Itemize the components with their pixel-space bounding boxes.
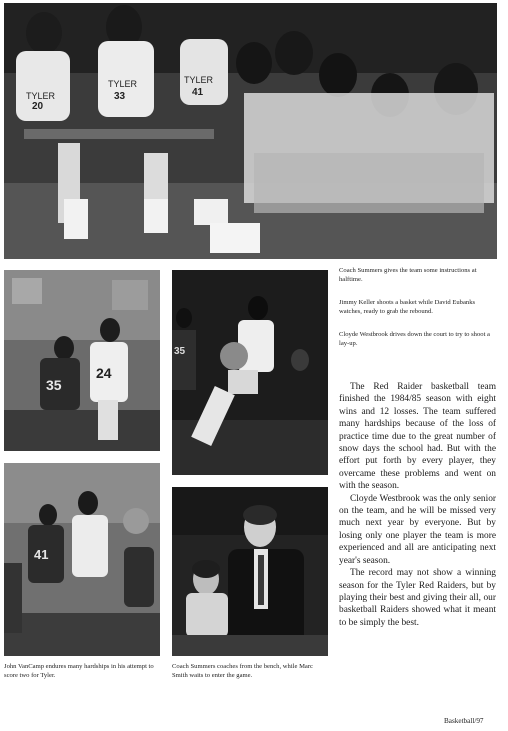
photo-coach-bench [172,487,328,656]
page-folio: Basketball/97 [444,717,484,725]
westbrook-drive-image [172,270,328,475]
article-body [339,381,496,629]
jersey-text-1: TYLER [26,91,56,101]
jersey-number-3: 41 [192,87,204,98]
article-paragraph-1: The Red Raider basketball team finished the 1984/85 season with eight wins and 12 losses. The team suffered many hardships because of the loss of practice time due to the great number of snow days the school had. But with the effort put forth by every player, they overcame these problems and went on with the season. [339,382,496,492]
keller-jersey-number-1: 35 [46,377,62,393]
vancamp-attempt-image [4,463,160,656]
article-paragraph-3: The record may not show a winning season for the Tyler Red Raiders, but by playing their best and giving their all, our basketball Raiders showed what it meant to be simply the best. [339,568,496,628]
team-bench-image [4,3,497,259]
caption-keller-shot: Jimmy Keller shoots a basket while David Eubanks watches, ready to grab the rebound. [339,299,476,315]
jersey-text-2: TYLER [108,79,138,89]
jersey-text-3: TYLER [184,75,214,85]
photo-team-bench [4,3,497,259]
westbrook-jersey-number-1: 35 [174,346,186,357]
caption-coach-halftime: Coach Summers gives the team some instructions at halftime. [339,267,477,283]
vancamp-jersey-number-1: 41 [34,547,49,562]
jersey-number-1: 20 [32,101,44,112]
coach-bench-image [172,487,328,656]
article-paragraph-2: Cloyde Westbrook was the only senior on the team, and he will be missed very much next year by everyone. But by losing only one player the team is more experienced and all are anticipating next year's season. [339,493,496,566]
caption-vancamp: John VanCamp endures many hardships in his attempt to score two for Tyler. [4,663,154,679]
caption-coach-bench: Coach Summers coaches from the bench, while Marc Smith waits to enter the game. [172,663,313,679]
photo-vancamp-attempt [4,463,160,656]
jersey-number-2: 33 [114,91,126,102]
caption-westbrook-drive: Cloyde Westbrook drives down the court to try to shoot a lay-up. [339,331,490,347]
photo-keller-shot [4,270,160,451]
keller-shot-image [4,270,160,451]
keller-jersey-number-2: 24 [96,365,112,381]
photo-westbrook-drive [172,270,328,475]
